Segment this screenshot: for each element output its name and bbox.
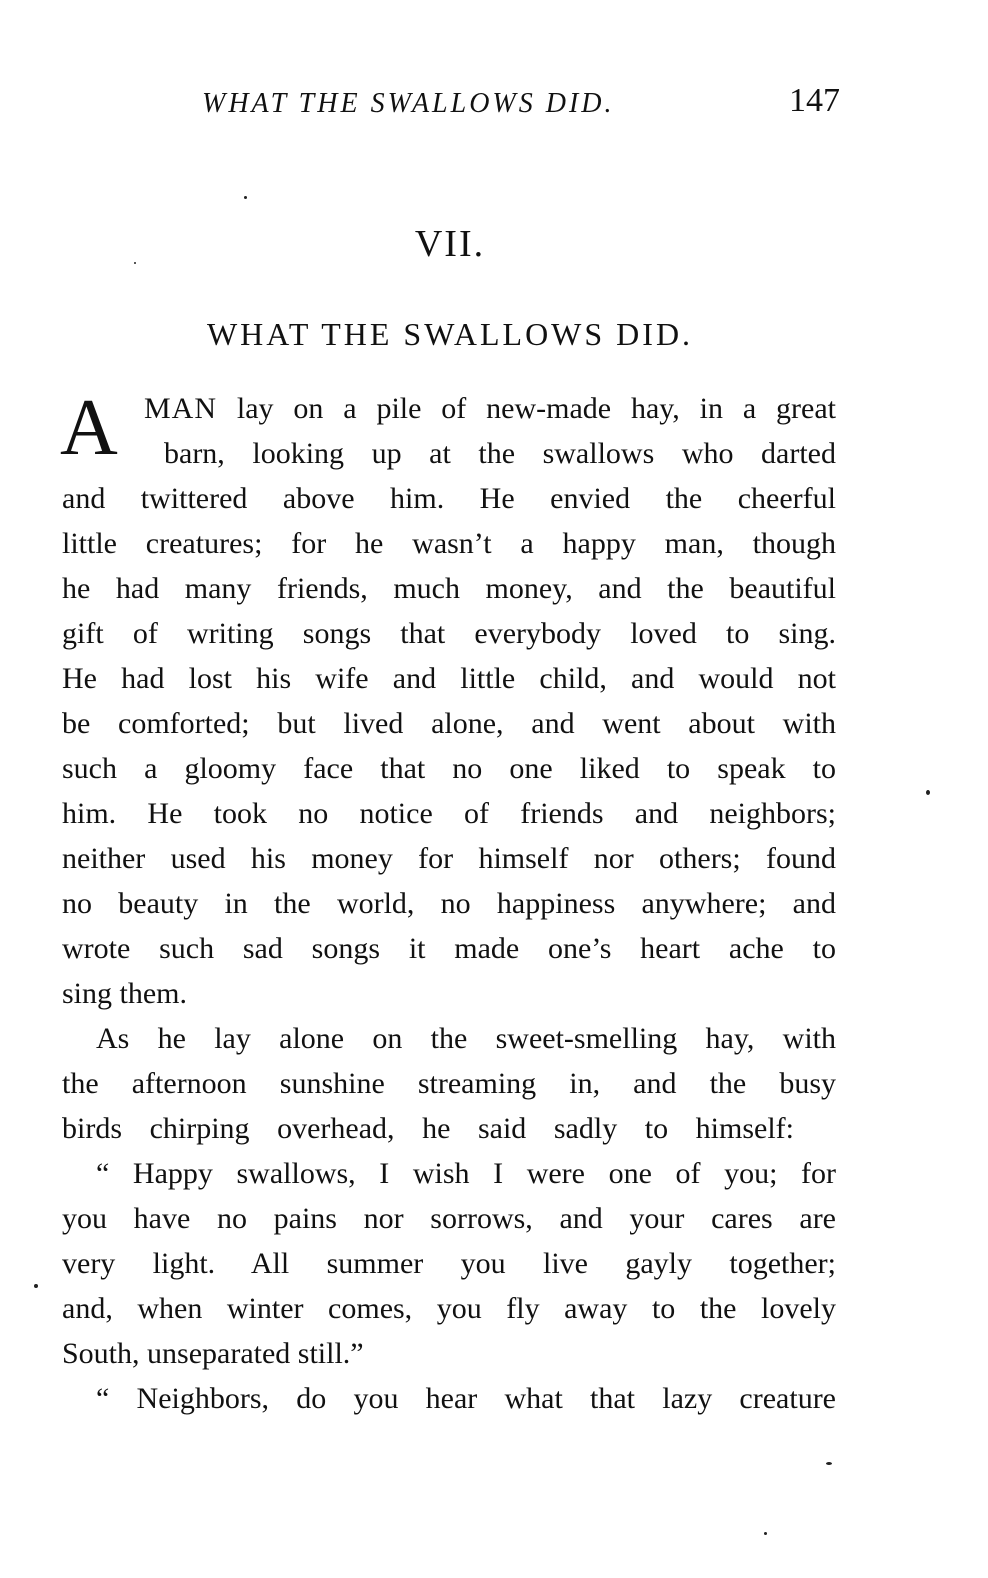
scan-speck (34, 1284, 38, 1288)
text-line: such a gloomy face that no one liked to speak to (62, 752, 836, 785)
drop-cap: A (60, 384, 118, 472)
text-line: “ Happy swallows, I wish I were one of you; for (96, 1157, 836, 1190)
chapter-title: WHAT THE SWALLOWS DID. (206, 316, 694, 352)
text-line: sing them. (62, 977, 187, 1010)
chapter-number: VII. (414, 223, 486, 265)
text-line: As he lay alone on the sweet-smelling hay, with (96, 1022, 836, 1055)
scan-speck (764, 1532, 767, 1535)
running-header (200, 82, 840, 128)
text-line: “ Neighbors, do you hear what that lazy creature (96, 1382, 836, 1415)
text-line: South, unseparated still.” (62, 1337, 364, 1370)
scan-speck (244, 196, 247, 199)
text-line (144, 392, 836, 436)
text-line: he had many friends, much money, and the beautiful (62, 572, 836, 605)
scan-speck (134, 262, 136, 264)
text-line: him. He took no notice of friends and neighbors; (62, 797, 836, 830)
text-line: and, when winter comes, you fly away to the lovely (62, 1292, 836, 1325)
text-line: He had lost his wife and little child, and would not (62, 662, 836, 695)
scan-speck (826, 1462, 832, 1465)
text-line: you have no pains nor sorrows, and your cares are (62, 1202, 836, 1235)
text-line: gift of writing songs that everybody loved to sing. (62, 617, 836, 650)
text-line: very light. All summer you live gayly together; (62, 1247, 836, 1280)
text-line: be comforted; but lived alone, and went about with (62, 707, 836, 740)
text-line: barn, looking up at the swallows who darted (164, 437, 836, 470)
first-word: MAN (144, 392, 218, 425)
running-head: WHAT THE SWALLOWS DID. (202, 88, 615, 119)
scan-speck (926, 790, 930, 795)
page-number: 147 (789, 82, 840, 119)
text-line: neither used his money for himself nor others; found (62, 842, 836, 875)
text-line: wrote such sad songs it made one’s heart ache to (62, 932, 836, 965)
text-line: no beauty in the world, no happiness anywhere; and (62, 887, 836, 920)
text-line: little creatures; for he wasn’t a happy man, though (62, 527, 836, 560)
text-line: birds chirping overhead, he said sadly to himself: (62, 1112, 794, 1145)
text-line: the afternoon sunshine streaming in, and the busy (62, 1067, 836, 1100)
first-line-rest: lay on a pile of new-made hay, in a great (236, 392, 837, 425)
text-line: and twittered above him. He envied the cheerful (62, 482, 836, 515)
